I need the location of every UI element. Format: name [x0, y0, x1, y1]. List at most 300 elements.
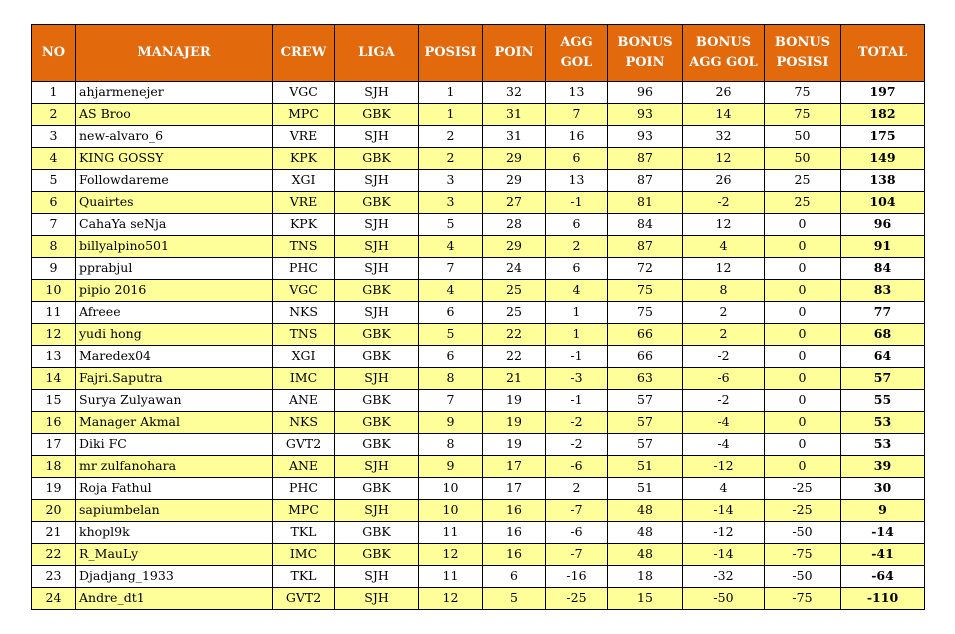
header-liga: LIGA: [335, 25, 419, 82]
cell-no: 24: [32, 588, 76, 610]
cell-bonus-posisi: 0: [765, 346, 841, 368]
cell-agg-gol: -1: [546, 390, 608, 412]
cell-bonus-agg-gol: -4: [683, 434, 765, 456]
header-agg-gol-line2: GOL: [560, 55, 593, 70]
cell-total: 91: [841, 236, 925, 258]
cell-poin: 31: [483, 104, 546, 126]
cell-poin: 19: [483, 390, 546, 412]
cell-bonus-agg-gol: -4: [683, 412, 765, 434]
cell-crew: TNS: [273, 324, 335, 346]
cell-poin: 22: [483, 346, 546, 368]
cell-total: -64: [841, 566, 925, 588]
cell-agg-gol: 2: [546, 236, 608, 258]
cell-bonus-poin: 57: [608, 390, 683, 412]
cell-agg-gol: -16: [546, 566, 608, 588]
cell-liga: SJH: [335, 236, 419, 258]
cell-posisi: 10: [419, 500, 483, 522]
cell-bonus-agg-gol: -14: [683, 500, 765, 522]
cell-bonus-poin: 48: [608, 544, 683, 566]
cell-bonus-poin: 75: [608, 302, 683, 324]
cell-posisi: 1: [419, 104, 483, 126]
cell-bonus-agg-gol: -32: [683, 566, 765, 588]
table-row: [32, 544, 925, 566]
cell-no: 23: [32, 566, 76, 588]
header-bonus-posisi-line2: POSISI: [776, 55, 829, 70]
table-row: [32, 192, 925, 214]
cell-manajer: new-alvaro_6: [76, 126, 273, 148]
cell-posisi: 11: [419, 566, 483, 588]
cell-liga: GBK: [335, 544, 419, 566]
cell-posisi: 8: [419, 434, 483, 456]
cell-liga: GBK: [335, 148, 419, 170]
cell-crew: NKS: [273, 302, 335, 324]
cell-no: 5: [32, 170, 76, 192]
cell-crew: XGI: [273, 346, 335, 368]
cell-liga: SJH: [335, 456, 419, 478]
header-agg-gol-line1: AGG: [560, 34, 593, 50]
cell-bonus-agg-gol: 8: [683, 280, 765, 302]
cell-posisi: 4: [419, 236, 483, 258]
cell-bonus-poin: 57: [608, 412, 683, 434]
cell-bonus-posisi: 75: [765, 104, 841, 126]
table-row: [32, 588, 925, 610]
cell-bonus-posisi: 0: [765, 214, 841, 236]
cell-no: 7: [32, 214, 76, 236]
cell-total: -41: [841, 544, 925, 566]
header-crew: CREW: [273, 25, 335, 82]
cell-posisi: 11: [419, 522, 483, 544]
cell-no: 10: [32, 280, 76, 302]
cell-posisi: 9: [419, 412, 483, 434]
cell-agg-gol: 6: [546, 258, 608, 280]
header-bonus-poin: [608, 25, 683, 82]
cell-no: 8: [32, 236, 76, 258]
cell-liga: SJH: [335, 588, 419, 610]
cell-bonus-poin: 93: [608, 126, 683, 148]
cell-manajer: AS Broo: [76, 104, 273, 126]
cell-posisi: 3: [419, 170, 483, 192]
cell-crew: PHC: [273, 258, 335, 280]
cell-agg-gol: 1: [546, 302, 608, 324]
cell-liga: SJH: [335, 82, 419, 104]
header-bonus-agg-gol: [683, 25, 765, 82]
cell-agg-gol: -7: [546, 500, 608, 522]
cell-poin: 17: [483, 478, 546, 500]
cell-no: 12: [32, 324, 76, 346]
cell-poin: 32: [483, 82, 546, 104]
cell-bonus-posisi: -50: [765, 522, 841, 544]
cell-bonus-posisi: 0: [765, 236, 841, 258]
cell-total: -14: [841, 522, 925, 544]
cell-crew: VRE: [273, 126, 335, 148]
cell-crew: KPK: [273, 214, 335, 236]
cell-crew: GVT2: [273, 434, 335, 456]
cell-bonus-posisi: -25: [765, 478, 841, 500]
cell-agg-gol: -1: [546, 346, 608, 368]
cell-liga: GBK: [335, 280, 419, 302]
cell-posisi: 10: [419, 478, 483, 500]
cell-total: -110: [841, 588, 925, 610]
cell-manajer: yudi hong: [76, 324, 273, 346]
cell-poin: 25: [483, 302, 546, 324]
cell-poin: 28: [483, 214, 546, 236]
cell-crew: PHC: [273, 478, 335, 500]
table-row: [32, 302, 925, 324]
cell-no: 13: [32, 346, 76, 368]
cell-no: 9: [32, 258, 76, 280]
header-no: NO: [32, 25, 76, 82]
cell-crew: VGC: [273, 82, 335, 104]
cell-bonus-poin: 18: [608, 566, 683, 588]
cell-bonus-poin: 66: [608, 324, 683, 346]
cell-no: 17: [32, 434, 76, 456]
cell-posisi: 5: [419, 324, 483, 346]
cell-total: 197: [841, 82, 925, 104]
cell-total: 83: [841, 280, 925, 302]
cell-bonus-poin: 48: [608, 522, 683, 544]
cell-no: 14: [32, 368, 76, 390]
header-bonus-agg-gol-line2: AGG GOL: [689, 55, 758, 70]
cell-bonus-agg-gol: 4: [683, 478, 765, 500]
cell-crew: TKL: [273, 566, 335, 588]
cell-poin: 29: [483, 148, 546, 170]
cell-total: 77: [841, 302, 925, 324]
cell-manajer: Diki FC: [76, 434, 273, 456]
cell-posisi: 2: [419, 126, 483, 148]
cell-bonus-posisi: -75: [765, 544, 841, 566]
cell-liga: SJH: [335, 566, 419, 588]
cell-bonus-poin: 87: [608, 236, 683, 258]
cell-total: 53: [841, 434, 925, 456]
cell-bonus-poin: 81: [608, 192, 683, 214]
cell-bonus-agg-gol: 12: [683, 258, 765, 280]
cell-no: 22: [32, 544, 76, 566]
cell-agg-gol: -2: [546, 412, 608, 434]
cell-posisi: 3: [419, 192, 483, 214]
cell-manajer: Surya Zulyawan: [76, 390, 273, 412]
cell-manajer: Manager Akmal: [76, 412, 273, 434]
cell-manajer: pipio 2016: [76, 280, 273, 302]
cell-bonus-poin: 87: [608, 148, 683, 170]
cell-bonus-agg-gol: -50: [683, 588, 765, 610]
cell-bonus-posisi: -25: [765, 500, 841, 522]
table-row: [32, 456, 925, 478]
table-body: [32, 82, 925, 610]
cell-posisi: 9: [419, 456, 483, 478]
cell-posisi: 2: [419, 148, 483, 170]
cell-liga: SJH: [335, 302, 419, 324]
header-bonus-poin-line2: POIN: [625, 55, 665, 70]
cell-poin: 31: [483, 126, 546, 148]
cell-liga: GBK: [335, 412, 419, 434]
cell-bonus-posisi: 0: [765, 390, 841, 412]
cell-agg-gol: 13: [546, 170, 608, 192]
cell-no: 6: [32, 192, 76, 214]
cell-manajer: Andre_dt1: [76, 588, 273, 610]
cell-manajer: CahaYa seNja: [76, 214, 273, 236]
table-row: [32, 236, 925, 258]
cell-total: 182: [841, 104, 925, 126]
header-bonus-posisi: [765, 25, 841, 82]
cell-manajer: Roja Fathul: [76, 478, 273, 500]
header-posisi: POSISI: [419, 25, 483, 82]
cell-bonus-poin: 51: [608, 456, 683, 478]
cell-agg-gol: -25: [546, 588, 608, 610]
cell-bonus-poin: 87: [608, 170, 683, 192]
cell-agg-gol: -1: [546, 192, 608, 214]
table-row: [32, 104, 925, 126]
cell-total: 9: [841, 500, 925, 522]
cell-agg-gol: -6: [546, 522, 608, 544]
cell-bonus-agg-gol: 14: [683, 104, 765, 126]
cell-bonus-agg-gol: -12: [683, 456, 765, 478]
cell-crew: TKL: [273, 522, 335, 544]
cell-no: 20: [32, 500, 76, 522]
table-row: [32, 214, 925, 236]
cell-posisi: 6: [419, 302, 483, 324]
cell-poin: 16: [483, 500, 546, 522]
cell-manajer: Fajri.Saputra: [76, 368, 273, 390]
cell-bonus-posisi: -75: [765, 588, 841, 610]
table-row: [32, 324, 925, 346]
cell-bonus-agg-gol: -14: [683, 544, 765, 566]
cell-manajer: Afreee: [76, 302, 273, 324]
header-manajer: MANAJER: [76, 25, 273, 82]
table-row: [32, 280, 925, 302]
cell-bonus-posisi: 25: [765, 192, 841, 214]
cell-poin: 24: [483, 258, 546, 280]
cell-liga: GBK: [335, 324, 419, 346]
cell-total: 138: [841, 170, 925, 192]
cell-poin: 29: [483, 236, 546, 258]
table-row: [32, 170, 925, 192]
cell-crew: IMC: [273, 368, 335, 390]
cell-crew: KPK: [273, 148, 335, 170]
cell-agg-gol: 16: [546, 126, 608, 148]
cell-agg-gol: -7: [546, 544, 608, 566]
cell-liga: GBK: [335, 478, 419, 500]
cell-poin: 21: [483, 368, 546, 390]
cell-bonus-poin: 63: [608, 368, 683, 390]
cell-poin: 19: [483, 412, 546, 434]
cell-bonus-poin: 96: [608, 82, 683, 104]
table-row: [32, 412, 925, 434]
cell-crew: MPC: [273, 104, 335, 126]
cell-posisi: 12: [419, 588, 483, 610]
cell-crew: NKS: [273, 412, 335, 434]
cell-total: 55: [841, 390, 925, 412]
cell-agg-gol: 7: [546, 104, 608, 126]
cell-crew: XGI: [273, 170, 335, 192]
cell-manajer: Maredex04: [76, 346, 273, 368]
cell-bonus-agg-gol: 26: [683, 170, 765, 192]
header-bonus-posisi-line1: BONUS: [774, 34, 831, 50]
cell-bonus-agg-gol: 2: [683, 302, 765, 324]
cell-bonus-posisi: 0: [765, 302, 841, 324]
table-row: [32, 478, 925, 500]
cell-no: 2: [32, 104, 76, 126]
cell-liga: SJH: [335, 170, 419, 192]
cell-manajer: Quairtes: [76, 192, 273, 214]
cell-bonus-agg-gol: -2: [683, 192, 765, 214]
cell-total: 57: [841, 368, 925, 390]
cell-manajer: mr zulfanohara: [76, 456, 273, 478]
cell-total: 84: [841, 258, 925, 280]
cell-poin: 16: [483, 544, 546, 566]
table-row: [32, 390, 925, 412]
cell-bonus-poin: 57: [608, 434, 683, 456]
cell-manajer: R_MauLy: [76, 544, 273, 566]
cell-bonus-posisi: 50: [765, 148, 841, 170]
cell-poin: 16: [483, 522, 546, 544]
cell-crew: ANE: [273, 390, 335, 412]
header-total: TOTAL: [841, 25, 925, 82]
cell-posisi: 4: [419, 280, 483, 302]
cell-manajer: KING GOSSY: [76, 148, 273, 170]
table-row: [32, 566, 925, 588]
cell-no: 19: [32, 478, 76, 500]
cell-bonus-poin: 93: [608, 104, 683, 126]
cell-crew: TNS: [273, 236, 335, 258]
cell-agg-gol: 2: [546, 478, 608, 500]
cell-bonus-agg-gol: -6: [683, 368, 765, 390]
cell-total: 64: [841, 346, 925, 368]
cell-posisi: 6: [419, 346, 483, 368]
table-row: [32, 346, 925, 368]
cell-bonus-poin: 51: [608, 478, 683, 500]
cell-total: 104: [841, 192, 925, 214]
cell-manajer: sapiumbelan: [76, 500, 273, 522]
cell-bonus-poin: 84: [608, 214, 683, 236]
cell-agg-gol: 4: [546, 280, 608, 302]
cell-liga: SJH: [335, 258, 419, 280]
cell-bonus-poin: 48: [608, 500, 683, 522]
cell-posisi: 12: [419, 544, 483, 566]
cell-bonus-posisi: 0: [765, 434, 841, 456]
cell-bonus-agg-gol: 26: [683, 82, 765, 104]
cell-bonus-poin: 66: [608, 346, 683, 368]
header-bonus-agg-gol-line1: BONUS: [695, 34, 752, 50]
cell-crew: IMC: [273, 544, 335, 566]
cell-crew: VRE: [273, 192, 335, 214]
cell-liga: SJH: [335, 500, 419, 522]
cell-no: 11: [32, 302, 76, 324]
cell-bonus-agg-gol: 4: [683, 236, 765, 258]
cell-bonus-agg-gol: -2: [683, 346, 765, 368]
cell-total: 39: [841, 456, 925, 478]
cell-total: 96: [841, 214, 925, 236]
cell-posisi: 8: [419, 368, 483, 390]
cell-posisi: 5: [419, 214, 483, 236]
cell-no: 21: [32, 522, 76, 544]
cell-bonus-posisi: 0: [765, 456, 841, 478]
cell-poin: 6: [483, 566, 546, 588]
cell-no: 4: [32, 148, 76, 170]
cell-liga: GBK: [335, 522, 419, 544]
cell-bonus-posisi: 0: [765, 258, 841, 280]
cell-liga: GBK: [335, 390, 419, 412]
cell-agg-gol: 6: [546, 214, 608, 236]
cell-bonus-agg-gol: -2: [683, 390, 765, 412]
table-row: [32, 148, 925, 170]
cell-agg-gol: -6: [546, 456, 608, 478]
cell-poin: 19: [483, 434, 546, 456]
table-row: [32, 126, 925, 148]
cell-bonus-posisi: 0: [765, 324, 841, 346]
header-agg-gol: [546, 25, 608, 82]
table-row: [32, 258, 925, 280]
cell-total: 149: [841, 148, 925, 170]
cell-poin: 29: [483, 170, 546, 192]
cell-bonus-posisi: 25: [765, 170, 841, 192]
cell-agg-gol: -2: [546, 434, 608, 456]
cell-posisi: 1: [419, 82, 483, 104]
table-row: [32, 82, 925, 104]
cell-bonus-agg-gol: 32: [683, 126, 765, 148]
cell-poin: 25: [483, 280, 546, 302]
cell-bonus-poin: 75: [608, 280, 683, 302]
cell-liga: SJH: [335, 214, 419, 236]
cell-bonus-poin: 72: [608, 258, 683, 280]
table-header: [32, 25, 925, 82]
cell-manajer: Djadjang_1933: [76, 566, 273, 588]
cell-total: 53: [841, 412, 925, 434]
cell-agg-gol: 6: [546, 148, 608, 170]
header-row: [32, 25, 925, 82]
cell-total: 30: [841, 478, 925, 500]
cell-liga: GBK: [335, 104, 419, 126]
cell-total: 68: [841, 324, 925, 346]
table-row: [32, 434, 925, 456]
cell-liga: GBK: [335, 346, 419, 368]
cell-poin: 22: [483, 324, 546, 346]
cell-crew: ANE: [273, 456, 335, 478]
cell-bonus-posisi: 0: [765, 412, 841, 434]
cell-manajer: Followdareme: [76, 170, 273, 192]
cell-bonus-agg-gol: 12: [683, 148, 765, 170]
cell-crew: VGC: [273, 280, 335, 302]
cell-bonus-posisi: 50: [765, 126, 841, 148]
cell-total: 175: [841, 126, 925, 148]
cell-no: 15: [32, 390, 76, 412]
cell-liga: SJH: [335, 126, 419, 148]
cell-bonus-posisi: -50: [765, 566, 841, 588]
cell-bonus-agg-gol: 2: [683, 324, 765, 346]
cell-poin: 27: [483, 192, 546, 214]
cell-liga: GBK: [335, 434, 419, 456]
table-row: [32, 368, 925, 390]
cell-agg-gol: -3: [546, 368, 608, 390]
cell-no: 18: [32, 456, 76, 478]
cell-poin: 17: [483, 456, 546, 478]
header-poin: POIN: [483, 25, 546, 82]
cell-agg-gol: 1: [546, 324, 608, 346]
cell-crew: GVT2: [273, 588, 335, 610]
cell-manajer: pprabjul: [76, 258, 273, 280]
table-row: [32, 522, 925, 544]
cell-no: 1: [32, 82, 76, 104]
cell-liga: GBK: [335, 192, 419, 214]
cell-manajer: ahjarmenejer: [76, 82, 273, 104]
cell-no: 3: [32, 126, 76, 148]
table-row: [32, 500, 925, 522]
header-bonus-poin-line1: BONUS: [617, 34, 673, 50]
cell-manajer: billyalpino501: [76, 236, 273, 258]
cell-bonus-poin: 15: [608, 588, 683, 610]
cell-posisi: 7: [419, 258, 483, 280]
cell-liga: SJH: [335, 368, 419, 390]
cell-agg-gol: 13: [546, 82, 608, 104]
